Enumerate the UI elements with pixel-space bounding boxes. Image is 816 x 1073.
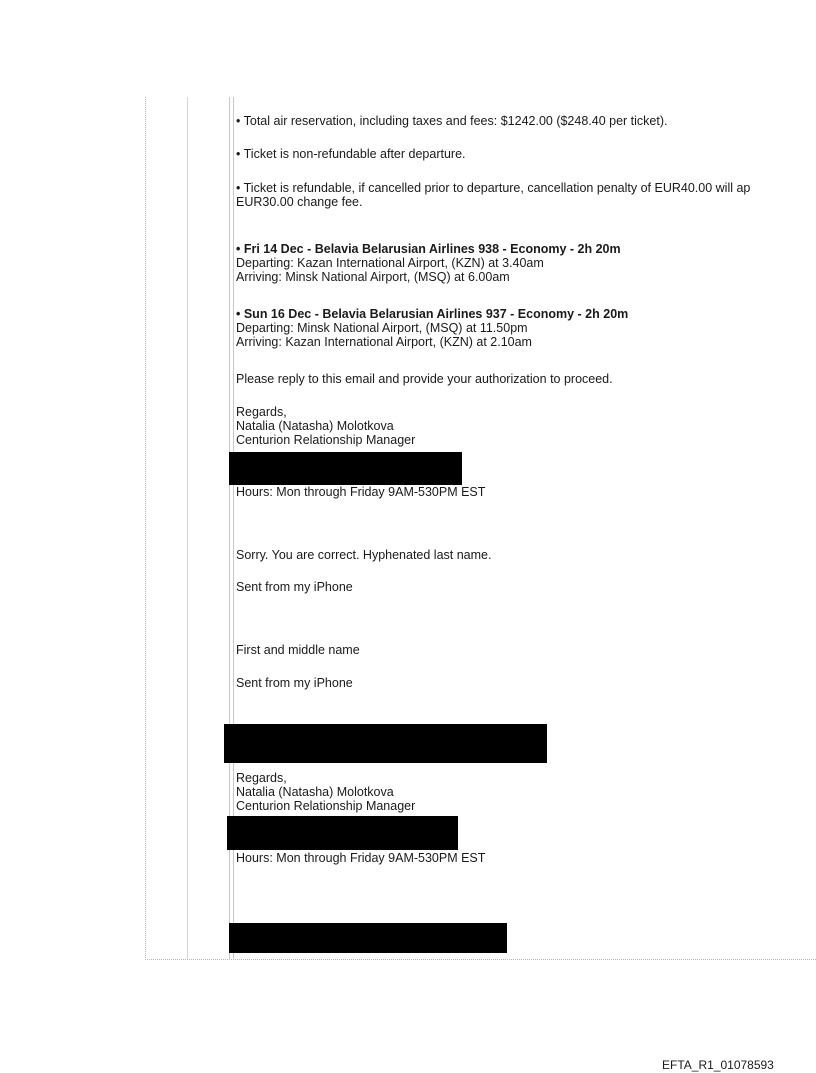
reply-request: Please reply to this email and provide your authorization to proceed.: [236, 372, 613, 386]
flight-1-departing: Departing: Kazan International Airport, (KZN) at 3.40am: [236, 256, 544, 270]
redaction-block: [229, 452, 462, 485]
bullet-refundable-cont: EUR30.00 change fee.: [236, 195, 363, 209]
message-first-middle-name: First and middle name: [236, 643, 360, 657]
redaction-block: [227, 816, 458, 850]
document-id: EFTA_R1_01078593: [662, 1058, 774, 1072]
page-frame-left-line: [145, 97, 146, 960]
signature-2-name: Natalia (Natasha) Molotkova: [236, 785, 394, 799]
flight-2-departing: Departing: Minsk National Airport, (MSQ) at 11.50pm: [236, 321, 528, 335]
flight-2-title: • Sun 16 Dec - Belavia Belarusian Airlines 937 - Economy - 2h 20m: [236, 307, 629, 321]
flight-1-title: • Fri 14 Dec - Belavia Belarusian Airlines 938 - Economy - 2h 20m: [236, 242, 621, 256]
page-frame-indent-line: [187, 97, 188, 960]
signature-1-title: Centurion Relationship Manager: [236, 433, 416, 447]
bullet-total-fare: • Total air reservation, including taxes and fees: $1242.00 ($248.40 per ticket).: [236, 114, 668, 128]
flight-1-arriving: Arriving: Minsk National Airport, (MSQ) at 6.00am: [236, 270, 510, 284]
signature-1-name: Natalia (Natasha) Molotkova: [236, 419, 394, 433]
signature-2-hours: Hours: Mon through Friday 9AM-530PM EST: [236, 851, 486, 865]
bullet-non-refundable: • Ticket is non-refundable after departure.: [236, 147, 466, 161]
redaction-block: [229, 923, 507, 953]
signature-2-regards: Regards,: [236, 771, 287, 785]
signature-2-title: Centurion Relationship Manager: [236, 799, 416, 813]
bullet-refundable: • Ticket is refundable, if cancelled prior to departure, cancellation penalty of EUR40.00 will ap: [236, 181, 751, 195]
sent-from-iphone-2: Sent from my iPhone: [236, 676, 353, 690]
signature-1-regards: Regards,: [236, 405, 287, 419]
signature-1-hours: Hours: Mon through Friday 9AM-530PM EST: [236, 485, 486, 499]
redaction-block: [224, 724, 547, 763]
message-hyphenated-name: Sorry. You are correct. Hyphenated last name.: [236, 548, 492, 562]
flight-2-arriving: Arriving: Kazan International Airport, (KZN) at 2.10am: [236, 335, 532, 349]
sent-from-iphone-1: Sent from my iPhone: [236, 580, 353, 594]
